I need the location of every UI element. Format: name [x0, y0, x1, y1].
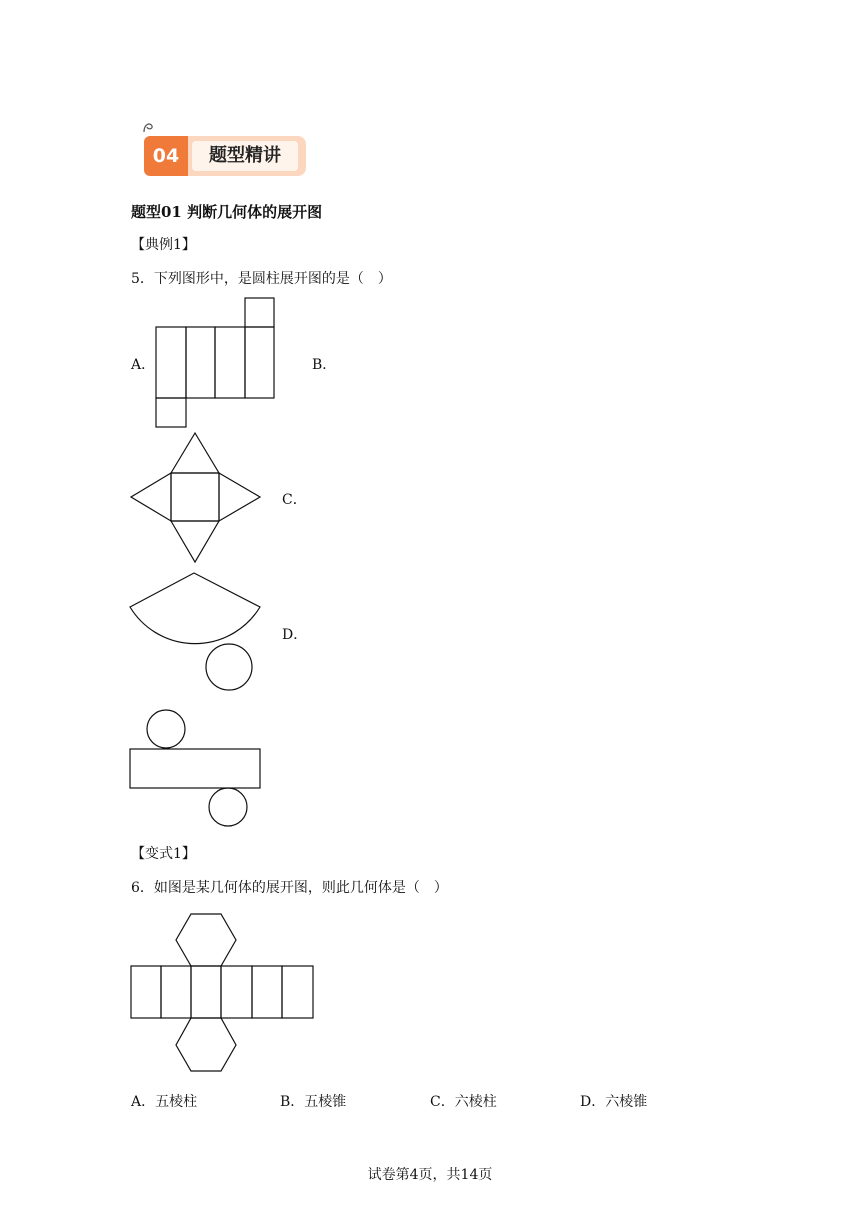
- choice-d: D．六棱锥: [580, 1094, 648, 1110]
- net-a-rect-4: [245, 327, 274, 398]
- net-hex-top: [176, 914, 236, 966]
- figure-d-net: [129, 709, 264, 829]
- net-d-top-circle: [147, 710, 185, 748]
- page-footer: 试卷第4页，共14页: [367, 1167, 493, 1183]
- net-hex-bottom: [176, 1018, 236, 1071]
- figure-b-net: [130, 432, 262, 564]
- net-a-top-square: [245, 298, 274, 327]
- net-a-rect-2: [186, 327, 215, 398]
- figure-c-net: [129, 572, 264, 692]
- net-d-bottom-circle: [209, 788, 247, 826]
- badge-number: 04: [144, 136, 188, 176]
- choice-a: A．五棱柱: [131, 1094, 198, 1110]
- badge-label-box: [188, 136, 306, 176]
- figure-a-net: [155, 297, 275, 429]
- net-a-rect-1: [156, 327, 186, 398]
- variant-tag: 【变式1】: [131, 846, 196, 862]
- net-b-triangle-left: [131, 473, 171, 521]
- badge-label: 题型精讲: [192, 141, 298, 171]
- net-c-sector: [130, 573, 260, 644]
- figure-hexagonal-prism-net: [130, 912, 315, 1074]
- net-b-triangle-bottom: [171, 521, 219, 562]
- option-a-label: A．: [131, 357, 156, 373]
- net-hex-face-1: [131, 966, 161, 1018]
- net-hex-face-6: [282, 966, 313, 1018]
- option-c-label: C．: [282, 492, 307, 508]
- leaf-icon: [140, 120, 160, 136]
- net-a-rect-3: [215, 327, 245, 398]
- net-hex-face-4: [221, 966, 252, 1018]
- net-c-circle: [206, 644, 252, 690]
- question-6: 6．如图是某几何体的展开图，则此几何体是（ ）: [131, 880, 448, 896]
- net-d-rectangle: [130, 749, 260, 788]
- section-title: 题型01 判断几何体的展开图: [131, 203, 323, 221]
- net-a-bottom-square: [156, 398, 186, 427]
- net-hex-face-5: [252, 966, 282, 1018]
- question-5: 5．下列图形中，是圆柱展开图的是（ ）: [131, 271, 392, 287]
- net-hex-face-2: [161, 966, 191, 1018]
- option-d-label: D．: [282, 627, 308, 643]
- net-hex-face-3: [191, 966, 221, 1018]
- section-badge: [140, 124, 310, 178]
- net-b-triangle-right: [219, 473, 260, 521]
- choice-b: B．五棱锥: [280, 1094, 347, 1110]
- option-b-label: B．: [312, 357, 337, 373]
- net-b-triangle-top: [171, 433, 219, 473]
- example-tag: 【典例1】: [131, 237, 196, 253]
- choice-c: C．六棱柱: [430, 1094, 497, 1110]
- net-b-square: [171, 473, 219, 521]
